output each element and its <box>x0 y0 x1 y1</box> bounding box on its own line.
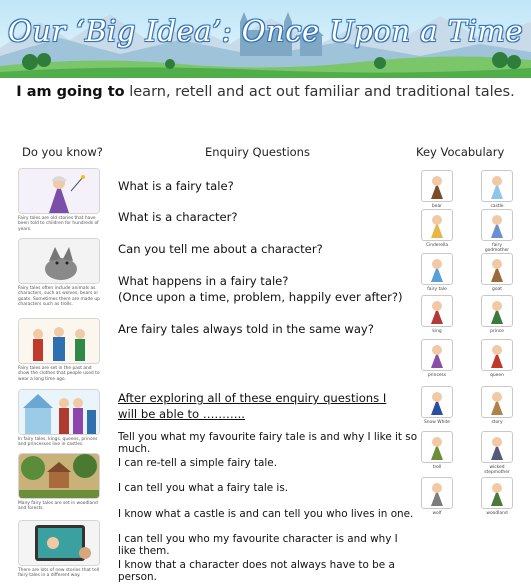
vocab-label: bear <box>432 204 442 209</box>
outcomes-heading: After exploring all of these enquiry questions I will be able to ……….. <box>118 391 387 421</box>
fact-card <box>18 520 100 579</box>
tablet-story-icon <box>18 520 100 566</box>
vocab-label: prince <box>490 329 504 334</box>
enquiry-question: Are fairy tales always told in the same way? <box>118 322 374 336</box>
fact-card <box>18 238 100 308</box>
enquiry-question: What is a character? <box>118 210 238 224</box>
fact-caption: Fairy tales often include animals as characters, such as wolves, bears or goats. Sometimes there are made up characters such as trolls. <box>18 286 100 308</box>
outcome-item: I can tell you who my favourite character is and why I like them. <box>118 533 398 557</box>
story-book-icon <box>481 386 513 418</box>
vocab-label: troll <box>432 465 442 470</box>
intro-statement <box>0 84 531 100</box>
queen-icon <box>481 339 513 371</box>
vocab-label: Snow White <box>423 420 450 425</box>
vocab-item-fairy-tale <box>421 253 453 292</box>
bear-icon <box>421 170 453 202</box>
enquiry-question: What is a fairy tale? <box>118 179 234 193</box>
vocab-item-castle <box>481 170 513 209</box>
vocab-item-cinderella <box>421 209 453 248</box>
vocab-label: fairy godmother <box>484 243 510 253</box>
vocab-label: story <box>491 420 503 425</box>
vocab-item-story <box>481 386 513 425</box>
fairy-godmother-icon <box>481 209 513 241</box>
castle-icon <box>481 170 513 202</box>
vocab-item-princess <box>421 339 453 378</box>
outcome-item: Tell you what my favourite fairy tale is and why I like it so much. <box>118 431 418 455</box>
fact-caption: Many fairy tales are set in woodland and forests. <box>18 501 98 512</box>
vocab-item-prince <box>481 295 513 334</box>
vocab-item-woodland <box>481 477 513 516</box>
castle-royals-icon <box>18 389 100 435</box>
princess-icon <box>421 339 453 371</box>
wicked-stepmother-icon <box>481 431 513 463</box>
enquiry-question: What happens in a fairy tale? <box>118 274 289 288</box>
troll-icon <box>421 431 453 463</box>
prince-icon <box>481 295 513 327</box>
vocab-label: goat <box>492 287 502 292</box>
vocab-item-wicked-stepmother <box>481 431 513 475</box>
enquiry-question: Can you tell me about a character? <box>118 242 323 256</box>
outcome-item: I know what a castle is and can tell you who lives in one. <box>118 508 414 520</box>
vocab-label: queen <box>490 373 504 378</box>
goat-icon <box>481 253 513 285</box>
fact-caption: Fairy tales are set in the past and show the clothes that people used to wear a long time ago. <box>18 366 100 382</box>
vocab-item-troll <box>421 431 453 470</box>
vocab-item-fairy-godmother <box>481 209 513 253</box>
vocab-item-goat <box>481 253 513 292</box>
outcome-item: I can re-tell a simple fairy tale. <box>118 457 277 469</box>
fact-card <box>18 168 100 232</box>
vocab-item-snow-white <box>421 386 453 425</box>
snow-white-icon <box>421 386 453 418</box>
intro-lead: I am going to <box>16 84 125 100</box>
fact-caption: Fairy tales are old stories that have been told to children for hundreds of years. <box>18 216 99 232</box>
vocab-label: wolf <box>432 511 442 516</box>
fact-caption: There are lots of new stories that tell fairy tales in a different way. <box>18 568 100 579</box>
heading-enquiry-questions: Enquiry Questions <box>205 145 310 159</box>
vocab-label: king <box>432 329 442 334</box>
vocab-item-king <box>421 295 453 334</box>
vocab-label: woodland <box>486 511 508 516</box>
vocab-label: wicked stepmother <box>484 465 510 475</box>
king-icon <box>421 295 453 327</box>
fact-caption: In fairy tales, kings, queens, princes and princesses live in castles. <box>18 437 98 448</box>
vocab-label: castle <box>490 204 504 209</box>
fairy-godmother-icon <box>18 168 100 214</box>
heading-key-vocabulary: Key Vocabulary <box>416 145 505 159</box>
title-banner <box>0 0 531 78</box>
vocab-item-queen <box>481 339 513 378</box>
fairy-tale-book-icon <box>421 253 453 285</box>
villagers-icon <box>18 318 100 364</box>
outcome-item: I know that a character does not always have to be a person. <box>118 559 395 583</box>
banner-title: Our ‘Big Idea’: Once Upon a Time <box>7 14 524 48</box>
wolf-icon <box>421 477 453 509</box>
vocab-item-bear <box>421 170 453 209</box>
cinderella-icon <box>421 209 453 241</box>
heading-do-you-know: Do you know? <box>22 145 103 159</box>
fact-card <box>18 453 100 512</box>
fact-card <box>18 389 100 448</box>
wolf-icon <box>18 238 100 284</box>
vocab-label: Cinderella <box>425 243 449 248</box>
fact-card <box>18 318 100 382</box>
enquiry-question-prompt: (Once upon a time, problem, happily ever after?) <box>118 290 403 304</box>
vocab-label: fairy tale <box>427 287 447 292</box>
woodland-icon <box>481 477 513 509</box>
outcome-item: I can tell you what a fairy tale is. <box>118 482 289 494</box>
woodland-icon <box>18 453 100 499</box>
vocab-label: princess <box>427 373 447 378</box>
vocab-item-wolf <box>421 477 453 516</box>
intro-rest: learn, retell and act out familiar and traditional tales. <box>129 84 515 100</box>
